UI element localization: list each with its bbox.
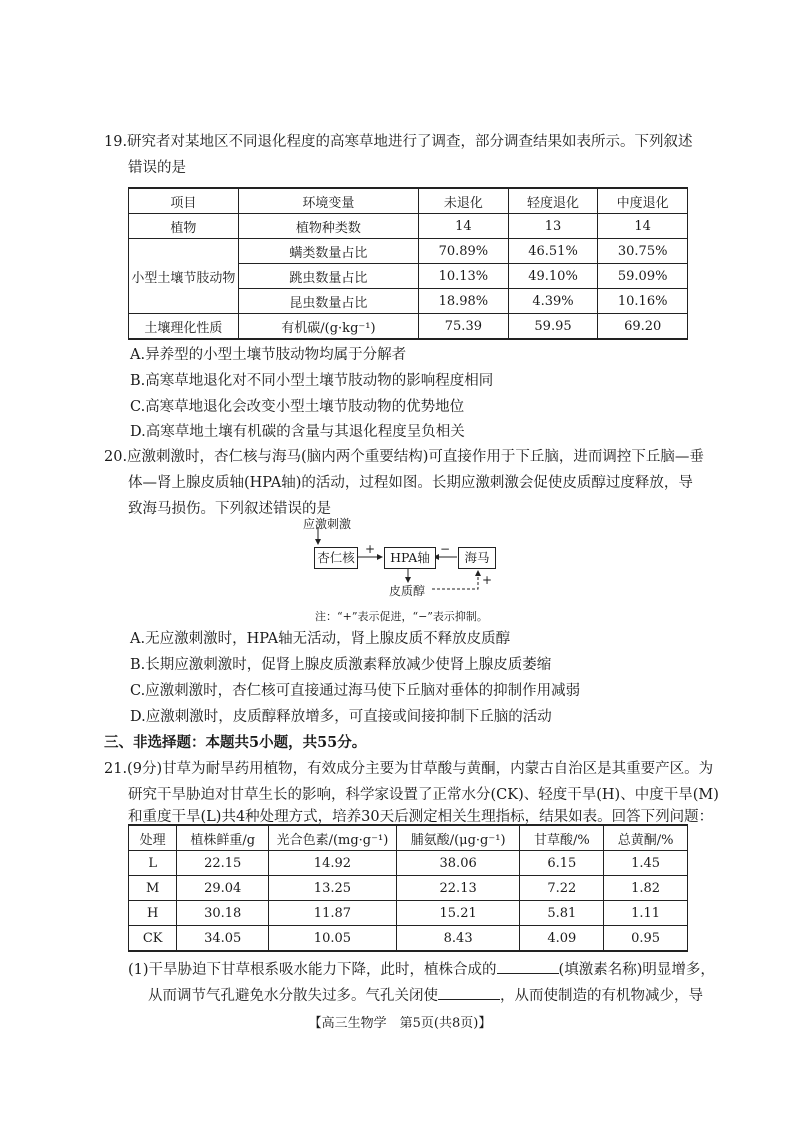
q20-option-b: B.长期应激刺激时，促肾上腺皮质激素释放减少使肾上腺皮质萎缩 (130, 657, 552, 673)
q20-option-c: C.应激刺激时，杏仁核可直接通过海马使下丘脑对垂体的抑制作用减弱 (130, 683, 581, 699)
table-cell: 4.39% (508, 289, 598, 314)
table-cell: 小型土壤节肢动物 (129, 239, 239, 314)
q21-stem-line2: 研究干旱胁迫对甘草生长的影响，科学家设置了正常水分(CK)、轻度干旱(H)、中度干旱(M) (128, 787, 719, 803)
plus-sign: + (365, 542, 376, 556)
q19-option-a: A.异养型的小型土壤节肢动物均属于分解者 (130, 347, 407, 363)
table-cell: 13.25 (269, 876, 397, 901)
table-cell: 7.22 (520, 876, 604, 901)
q20-stem-line3: 致海马损伤。下列叙述错误的是 (128, 501, 331, 517)
section-mid: 小题，共 (259, 734, 318, 751)
table-cell: 植物 (129, 214, 239, 239)
table-cell: 1.11 (604, 901, 688, 926)
table-row (129, 314, 688, 340)
table-header: 处理 (129, 825, 177, 851)
cortisol-hippocampus-arrow (432, 571, 478, 589)
section-count: 5 (249, 734, 260, 751)
q19-option-b: B.高寒草地退化对不同小型土壤节肢动物的影响程度相同 (130, 373, 494, 389)
table-cell: 10.13% (419, 264, 509, 289)
sub1-text: (1)干旱胁迫下甘草根系吸水能力下降，此时，植株合成的 (128, 962, 497, 978)
table-cell: M (129, 876, 177, 901)
table-cell: L (129, 851, 177, 876)
table-header: 轻度退化 (508, 188, 598, 214)
table-row (129, 901, 688, 926)
table-cell: 1.45 (604, 851, 688, 876)
table-cell: 13 (508, 214, 598, 239)
table-cell: 30.75% (598, 239, 688, 264)
table-cell: 螨类数量占比 (238, 239, 418, 264)
q19-option-d: D.高寒草地土壤有机碳的含量与其退化程度呈负相关 (130, 424, 465, 440)
q21-stem-line3: 和重度干旱(L)共4种处理方式，培养30天后测定相关生理指标，结果如表。回答下列问题： (128, 809, 714, 825)
table-cell: 29.04 (177, 876, 269, 901)
q21-table (128, 824, 688, 952)
table-cell: 15.21 (396, 901, 520, 926)
q19-option-c: C.高寒草地退化会改变小型土壤节肢动物的优势地位 (130, 399, 465, 415)
q20-stem-line2: 体—肾上腺皮质轴(HPA轴)的活动，过程如图。长期应激刺激会促使皮质醇过度释放，导 (128, 475, 693, 491)
table-cell: 8.43 (396, 926, 520, 952)
table-cell: 植物种类数 (238, 214, 418, 239)
amygdala-box: 杏仁核 (314, 547, 358, 569)
hpa-box: HPA轴 (384, 547, 436, 569)
stimulus-label: 应激刺激 (303, 517, 352, 531)
table-row (129, 214, 688, 239)
table-header: 甘草酸/% (520, 825, 604, 851)
table-cell: 14.92 (269, 851, 397, 876)
table-cell: 11.87 (269, 901, 397, 926)
table-cell: 59.95 (508, 314, 598, 340)
table-cell: 22.13 (396, 876, 520, 901)
table-row (129, 239, 688, 264)
table-cell: 4.09 (520, 926, 604, 952)
sub1-text: (填激素名称)明显增多， (558, 962, 715, 978)
q20-option-d: D.应激刺激时，皮质醇释放增多，可直接或间接抑制下丘脑的活动 (130, 709, 552, 725)
section-suffix: 分。 (337, 734, 367, 751)
table-cell: 10.05 (269, 926, 397, 952)
table-cell: 69.20 (598, 314, 688, 340)
table-header: 光合色素/(mg·g⁻¹) (269, 825, 397, 851)
table-header: 环境变量 (238, 188, 418, 214)
section-heading (104, 731, 366, 752)
diagram-note: 注：“+”表示促进，“−”表示抑制。 (315, 610, 488, 623)
table-cell: 昆虫数量占比 (238, 289, 418, 314)
q19-stem-line2: 错误的是 (128, 160, 186, 176)
answer-blank[interactable] (497, 959, 559, 974)
table-cell: 30.18 (177, 901, 269, 926)
table-header: 总黄酮/% (604, 825, 688, 851)
table-cell: 49.10% (508, 264, 598, 289)
q20-option-a: A.无应激刺激时，HPA轴无活动，肾上腺皮质不释放皮质醇 (130, 631, 511, 647)
table-cell: 10.16% (598, 289, 688, 314)
table-cell: 38.06 (396, 851, 520, 876)
table-cell: 6.15 (520, 851, 604, 876)
cortisol-label: 皮质醇 (389, 584, 426, 598)
table-cell: 22.15 (177, 851, 269, 876)
table-header: 植株鲜重/g (177, 825, 269, 851)
table-cell: 46.51% (508, 239, 598, 264)
table-header: 脯氨酸/(μg·g⁻¹) (396, 825, 520, 851)
hippocampus-box: 海马 (458, 547, 496, 569)
table-cell: H (129, 901, 177, 926)
sub1-text: 从而调节气孔避免水分散失过多。气孔关闭使 (148, 988, 438, 1004)
table-header: 中度退化 (598, 188, 688, 214)
table-cell: 0.95 (604, 926, 688, 952)
table-cell: 14 (419, 214, 509, 239)
table-row (129, 876, 688, 901)
table-cell: 土壤理化性质 (129, 314, 239, 340)
table-cell: 5.81 (520, 901, 604, 926)
table-cell: 1.82 (604, 876, 688, 901)
table-header: 项目 (129, 188, 239, 214)
q19-table (128, 187, 688, 340)
section-score: 55 (317, 734, 338, 751)
table-cell: 18.98% (419, 289, 509, 314)
table-cell: 75.39 (419, 314, 509, 340)
table-cell: 跳虫数量占比 (238, 264, 418, 289)
section-prefix: 三、非选择题：本题共 (104, 734, 249, 751)
q21-sub1-line2 (148, 984, 703, 1005)
table-cell: CK (129, 926, 177, 952)
table-header: 未退化 (419, 188, 509, 214)
table-cell: 70.89% (419, 239, 509, 264)
table-row (129, 851, 688, 876)
answer-blank[interactable] (438, 985, 500, 1000)
q21-stem-line1: 21.(9分)甘草为耐旱药用植物，有效成分主要为甘草酸与黄酮，内蒙古自治区是其重要产区。为 (104, 761, 714, 777)
table-cell: 14 (598, 214, 688, 239)
q21-sub1-line1 (128, 958, 715, 979)
table-cell: 有机碳/(g·kg⁻¹) (238, 314, 418, 340)
q20-stem-line1: 20.应激刺激时，杏仁核与海马(脑内两个重要结构)可直接作用于下丘脑，进而调控下丘脑—垂 (104, 449, 704, 465)
plus-sign: + (482, 573, 493, 587)
minus-sign: − (440, 542, 451, 556)
table-cell: 59.09% (598, 264, 688, 289)
q19-stem-line1: 19.研究者对某地区不同退化程度的高寒草地进行了调查，部分调查结果如表所示。下列叙述 (104, 134, 693, 150)
table-row (129, 926, 688, 952)
table-cell: 34.05 (177, 926, 269, 952)
sub1-text: ，从而使制造的有机物减少，导 (500, 988, 703, 1004)
page-footer: 【高三生物学 第5页(共8页)】 (308, 1016, 492, 1031)
